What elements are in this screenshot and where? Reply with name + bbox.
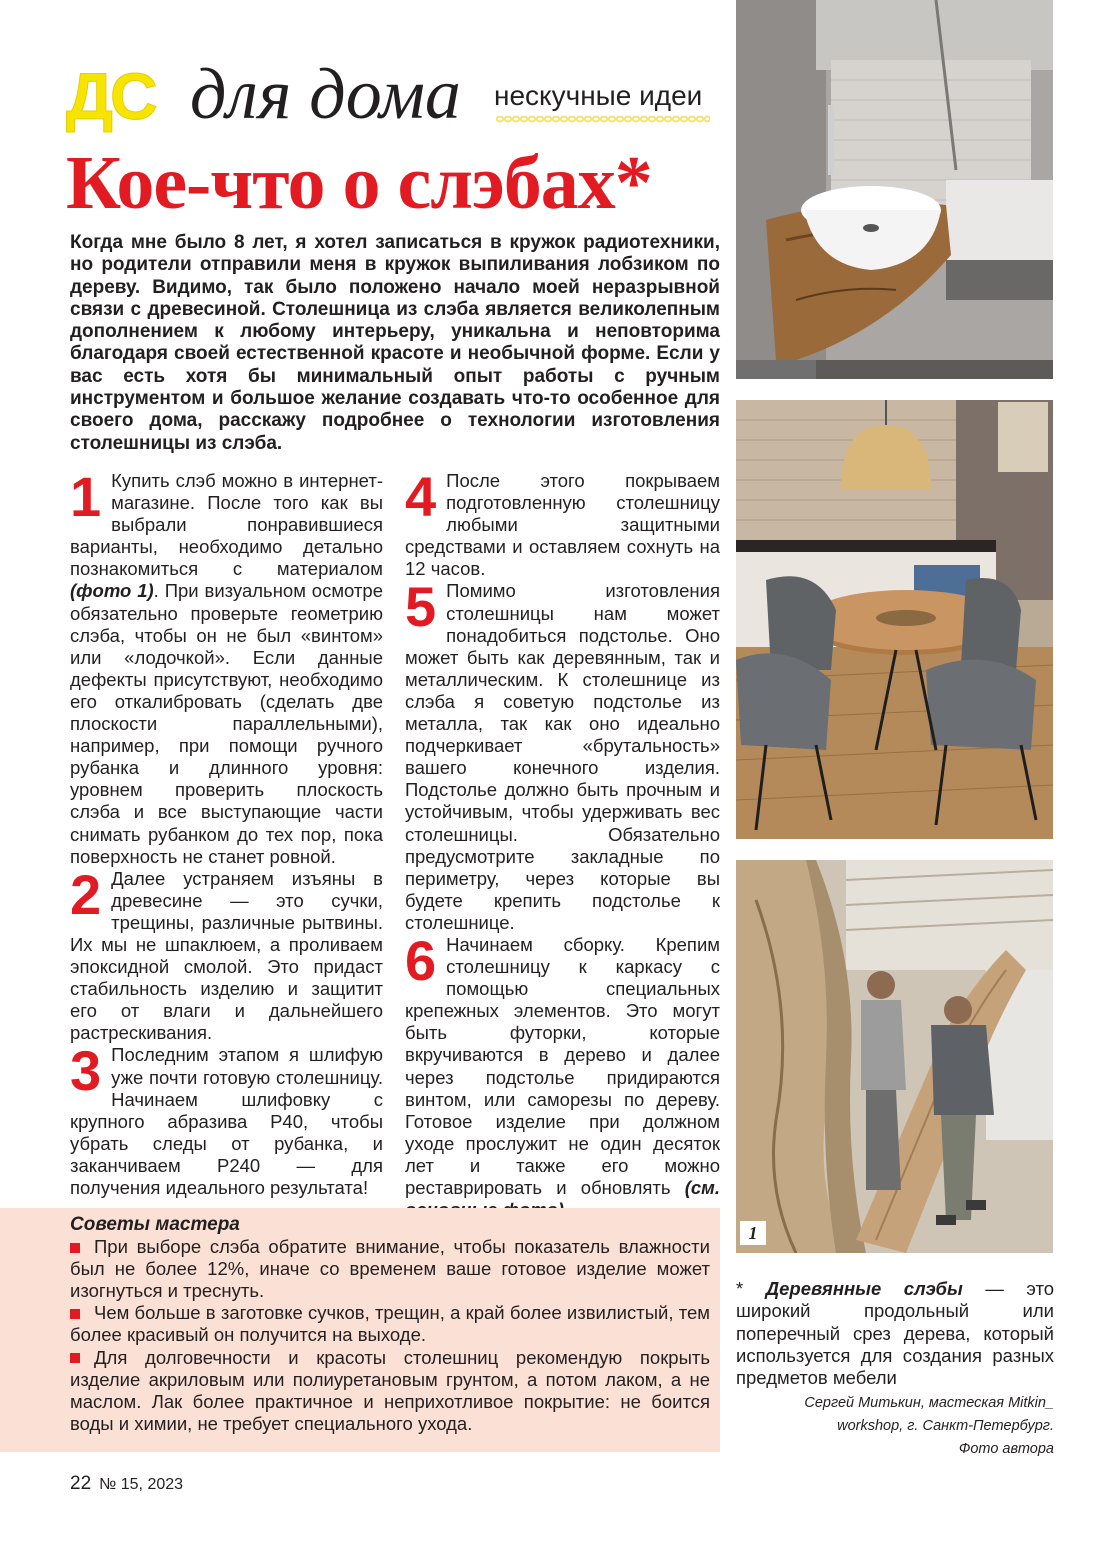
step-number: 1 [70,465,102,528]
section-tagline: нескучные идеи [494,80,703,111]
master-tips-box [0,1208,720,1452]
step-text: После этого покрываем подготовленную столешницу любыми защитными средствами и оставляем сохнуть на 12 часов. [405,470,720,580]
master-tips-title: Советы мастера [70,1214,240,1235]
step-5 [405,575,720,934]
step-text: Далее устраняем изъяны в древесине — это сучки, трещины, различные рытвины. Их мы не шпаклюем, а проливаем эпоксидной смолой. Это придаст стабильность изделию и защитит его от влаги и дальнейшего растрескивания. [70,867,383,1044]
step-4 [405,465,720,580]
step-2 [70,862,383,1045]
step-3 [70,1039,383,1199]
tip-item [70,1236,710,1302]
photo-dining [736,400,1053,839]
text-column-middle [405,465,720,1221]
step-text: Помимо изготовления столешницы нам может понадобиться подстолье. Оно может быть как деревянным, так и металлическим. К столешнице из слэба я советую подстолье из металла, так как оно идеально подчеркивает «брутальность» вашего конечного изделия. Подстолье должно быть прочным и устойчивым, чтобы удерживать вес столешницы. Обязательно предусмотрите закладные по периметру, через которые вы будете крепить подстолье к столешнице. [405,580,720,933]
article-lead: Когда мне было 8 лет, я хотел записаться в кружок радиотехники, но родители отправили меня в кружок выпиливания лобзиком по дереву. Видимо, так было положено начало моей неразрывной связи с древесиной. Столешница из слэба является великолепным дополнением к любому интерьеру, уникальна и неповторима благодаря своей естественной красоте и необычной форме. Если у вас есть хотя бы минимальный опыт работы с ручным инструментом и большое желание создавать что-то особенное для своего дома, расскажу подробнее о технологии изготовления столешницы из слэба. [70,232,720,454]
square-bullet-icon [70,1309,80,1319]
step-number: 2 [70,862,102,926]
photo-number-label: 1 [740,1221,766,1245]
footnote-term: Деревянные слэбы [765,1278,963,1299]
text-column-left [70,465,383,1199]
issue-number: № 15, 2023 [99,1476,184,1493]
author-name: Сергей Митькин, мастеская Mitkin_ workshop, г. Санкт-Петербург. [804,1395,1054,1434]
photo-workshop [736,860,1053,1253]
step-text: Купить слэб можно в интернет-магазине. После того как вы выбрали понравившиеся варианты, необходимо детально познакомиться с материалом [70,470,383,580]
tip-text: Для долговечности и красоты столешниц рекомендую покрыть изделие акриловым или полиуретановым грунтом, а потом лаком, а не маслом. Лак более практичное и неприхотливое покрытие: не боится воды и химии, не требует специального ухода. [70,1346,710,1434]
step-6 [405,928,720,1221]
step-text: Последним этапом я шлифую уже почти готовую столешницу. Начинаем шлифовку с крупного абразива Р40, чтобы убрать следы от рубанка, и заканчиваем Р240 — для получения идеального результата! [70,1044,383,1198]
footnote-definition: — это широкий продольный или поперечный срез дерева, который используется для создания разных предметов мебели [736,1278,1054,1389]
square-bullet-icon [70,1353,80,1363]
photo-reference: (фото 1) [70,580,154,602]
footnote [736,1278,1054,1389]
author-credit [736,1392,1054,1461]
step-1 [70,465,383,868]
photo-bathroom [736,0,1053,379]
step-number: 4 [405,465,437,528]
page-folio [70,1473,183,1495]
tip-text: Чем больше в заготовке сучков, трещин, а край более извилистый, тем более красивый он получится на выходе. [70,1302,710,1346]
section-name: для дома [190,54,461,134]
page-number: 22 [70,1473,92,1494]
square-bullet-icon [70,1243,80,1253]
article-title: Кое-что о слэбах* [66,141,652,225]
step-number: 3 [70,1039,102,1103]
master-tips-content [70,1214,710,1435]
footnote-asterisk: * [736,1278,766,1299]
magazine-logo: ДС [66,59,155,133]
tip-text: При выборе слэба обратите внимание, чтобы показатель влажности был не более 12%, иначе со временем ваше готовое изделие может изогнуться и треснуть. [70,1236,710,1302]
magazine-header [66,54,716,134]
tip-item [70,1347,710,1435]
step-number: 5 [405,575,437,639]
photo-credit: Фото автора [958,1441,1054,1457]
step-text: Начинаем сборку. Крепим столешницу к каркасу с помощью специальных крепежных элементов. Это могут быть футорки, которые вкручиваются в дерево и далее через подстолье придираются винтом, или саморезы по дереву. Готовое изделие при должном уходе прослужит не один десяток лет и также его можно реставрировать и обновлять [405,933,720,1198]
step-number: 6 [405,928,437,992]
tip-item [70,1302,710,1346]
step-text-continued: . При визуальном осмотре обязательно проверьте геометрию слэба, чтобы он не был «винтом» или «лодочкой». Если данные дефекты присутствуют, необходимо его откалибровать (сделать две плоскости параллельными), например, при помощи ручного рубанка и длинного уровня: уровнем проверить плоскость слэба и все выступающие части снимать рубанком до тех пор, пока поверхность не станет ровной. [70,580,383,867]
tagline-wave-underline [496,114,710,124]
photo-reference: (см. [684,1177,720,1198]
